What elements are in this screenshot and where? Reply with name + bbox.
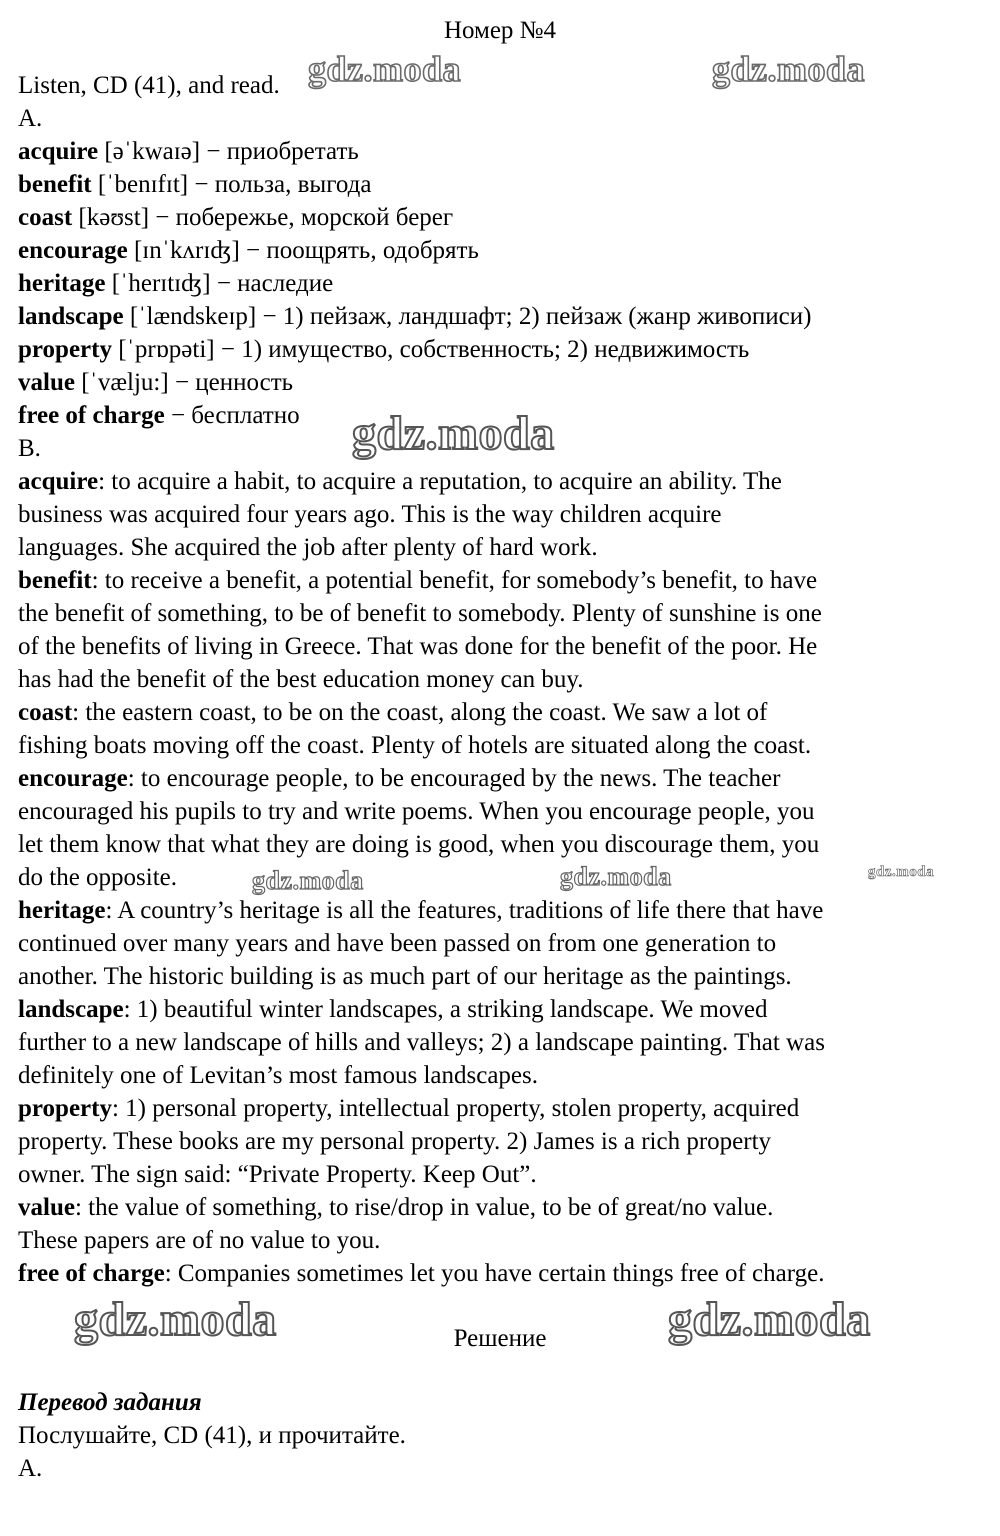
example-text: : 1) personal property, intellectual property, stolen property, acquired [111, 1095, 800, 1122]
example-text: : 1) beautiful winter landscapes, a striking landscape. We moved [123, 996, 768, 1023]
watermark: gdz.moda [560, 862, 672, 891]
example-line [18, 696, 767, 729]
vocab-word: value [18, 369, 75, 396]
example-text: has had the benefit of the best education money can buy. [18, 666, 584, 693]
example-text: further to a new landscape of hills and valleys; 2) a landscape painting. That was [18, 1029, 825, 1056]
example-word: landscape [18, 996, 124, 1023]
example-word: encourage [18, 765, 128, 792]
solution-label: Решение [453, 1325, 547, 1352]
example-line [18, 1092, 799, 1125]
task-intro: Listen, CD (41), and read. [18, 72, 280, 99]
example-text: another. The historic building is as much part of our heritage as the paintings. [18, 963, 792, 990]
example-line [18, 1191, 773, 1224]
example-word: coast [18, 699, 73, 726]
watermark: gdz.moda [712, 49, 866, 89]
vocab-word: property [18, 336, 112, 363]
example-text: : the eastern coast, to be on the coast, along the coast. We saw a lot of [72, 699, 768, 726]
example-text: : to encourage people, to be encouraged by the news. The teacher [127, 765, 781, 792]
example-text: : to receive a benefit, a potential benefit, for somebody’s benefit, to have [91, 567, 818, 594]
example-text: : to acquire a habit, to acquire a reputation, to acquire an ability. The [98, 468, 782, 495]
example-line [18, 861, 177, 894]
example-line [18, 1224, 380, 1257]
example-line [18, 630, 817, 663]
example-text: of the benefits of living in Greece. That was done for the benefit of the poor. He [18, 633, 818, 660]
example-line [18, 564, 817, 597]
vocab-word: free of charge [18, 402, 165, 429]
vocab-word: acquire [18, 138, 99, 165]
translation-heading: Перевод задания [18, 1389, 202, 1416]
example-text: do the opposite. [18, 864, 178, 891]
example-word: benefit [18, 567, 92, 594]
translation-intro: Послушайте, CD (41), и прочитайте. [18, 1422, 406, 1449]
vocab-word: coast [18, 204, 73, 231]
vocab-entry [18, 267, 333, 300]
example-word: value [18, 1194, 75, 1221]
vocab-definition: [ˈprɒpəti] − 1) имущество, собственность; 2) недвижимость [111, 336, 750, 363]
watermark: gdz.moda [668, 1293, 871, 1346]
vocab-definition: [ˈlændskeɪp] − 1) пейзаж, ландшафт; 2) пейзаж (жанр живописи) [123, 303, 812, 330]
vocab-definition: − бесплатно [164, 402, 300, 429]
vocab-entry [18, 366, 293, 399]
example-text: business was acquired four years ago. This is the way children acquire [18, 501, 722, 528]
watermark: gdz.moda [308, 49, 462, 89]
example-text: let them know that what they are doing is good, when you discourage them, you [18, 831, 820, 858]
example-line [18, 894, 823, 927]
vocab-definition: [ˈherɪtɪʤ] − наследие [105, 270, 334, 297]
vocab-definition: [kəʊst] − побережье, морской берег [72, 204, 454, 231]
example-word: property [18, 1095, 112, 1122]
vocab-word: landscape [18, 303, 124, 330]
example-line [18, 498, 722, 531]
example-text: owner. The sign said: “Private Property. Keep Out”. [18, 1161, 537, 1188]
example-text: languages. She acquired the job after plenty of hard work. [18, 534, 598, 561]
example-word: heritage [18, 897, 106, 924]
vocab-entry [18, 135, 359, 168]
vocab-definition: [ɪnˈkʌrɪʤ] − поощрять, одобрять [127, 237, 479, 264]
example-word: free of charge [18, 1260, 165, 1287]
vocab-entry [18, 399, 300, 432]
watermark: gdz.moda [74, 1293, 277, 1346]
translation-section-a: A. [18, 1455, 43, 1482]
example-line [18, 960, 792, 993]
section-a-label: A. [18, 105, 43, 132]
example-line [18, 828, 819, 861]
vocab-entry [18, 300, 811, 333]
vocab-word: encourage [18, 237, 128, 264]
example-line [18, 1026, 825, 1059]
example-text: : the value of something, to rise/drop in value, to be of great/no value. [74, 1194, 774, 1221]
vocab-word: heritage [18, 270, 106, 297]
example-word: acquire [18, 468, 99, 495]
example-line [18, 762, 780, 795]
vocab-entry [18, 333, 749, 366]
example-line [18, 729, 811, 762]
vocab-word: benefit [18, 171, 92, 198]
example-line [18, 1257, 824, 1290]
example-line [18, 1059, 538, 1092]
vocab-entry [18, 168, 371, 201]
example-line [18, 663, 584, 696]
example-text: the benefit of something, to be of benefit to somebody. Plenty of sunshine is one [18, 600, 822, 627]
example-text: continued over many years and have been passed on from one generation to [18, 930, 777, 957]
example-text: : A country’s heritage is all the features, traditions of life there that have [105, 897, 824, 924]
example-line [18, 465, 782, 498]
vocab-definition: [əˈkwaɪə] − приобретать [98, 138, 359, 165]
example-line [18, 1125, 771, 1158]
vocab-definition: [ˈvælju:] − ценность [74, 369, 294, 396]
example-text: encouraged his pupils to try and write poems. When you encourage people, you [18, 798, 815, 825]
example-text: These papers are of no value to you. [18, 1227, 381, 1254]
example-line [18, 1158, 537, 1191]
example-text: : Companies sometimes let you have certain things free of charge. [164, 1260, 825, 1287]
example-line [18, 795, 815, 828]
vocab-entry [18, 234, 479, 267]
watermark: gdz.moda [868, 864, 935, 880]
example-line [18, 927, 776, 960]
example-text: fishing boats moving off the coast. Plenty of hotels are situated along the coast. [18, 732, 812, 759]
watermark: gdz.moda [352, 407, 555, 460]
vocab-entry [18, 201, 453, 234]
page-title: Номер №4 [443, 17, 557, 44]
watermark: gdz.moda [252, 866, 364, 895]
example-line [18, 597, 822, 630]
vocab-definition: [ˈbenɪfɪt] − польза, выгода [91, 171, 372, 198]
section-b-label: B. [18, 435, 41, 462]
example-text: property. These books are my personal property. 2) James is a rich property [18, 1128, 772, 1155]
example-line [18, 993, 767, 1026]
example-text: definitely one of Levitan’s most famous landscapes. [18, 1062, 539, 1089]
example-line [18, 531, 598, 564]
